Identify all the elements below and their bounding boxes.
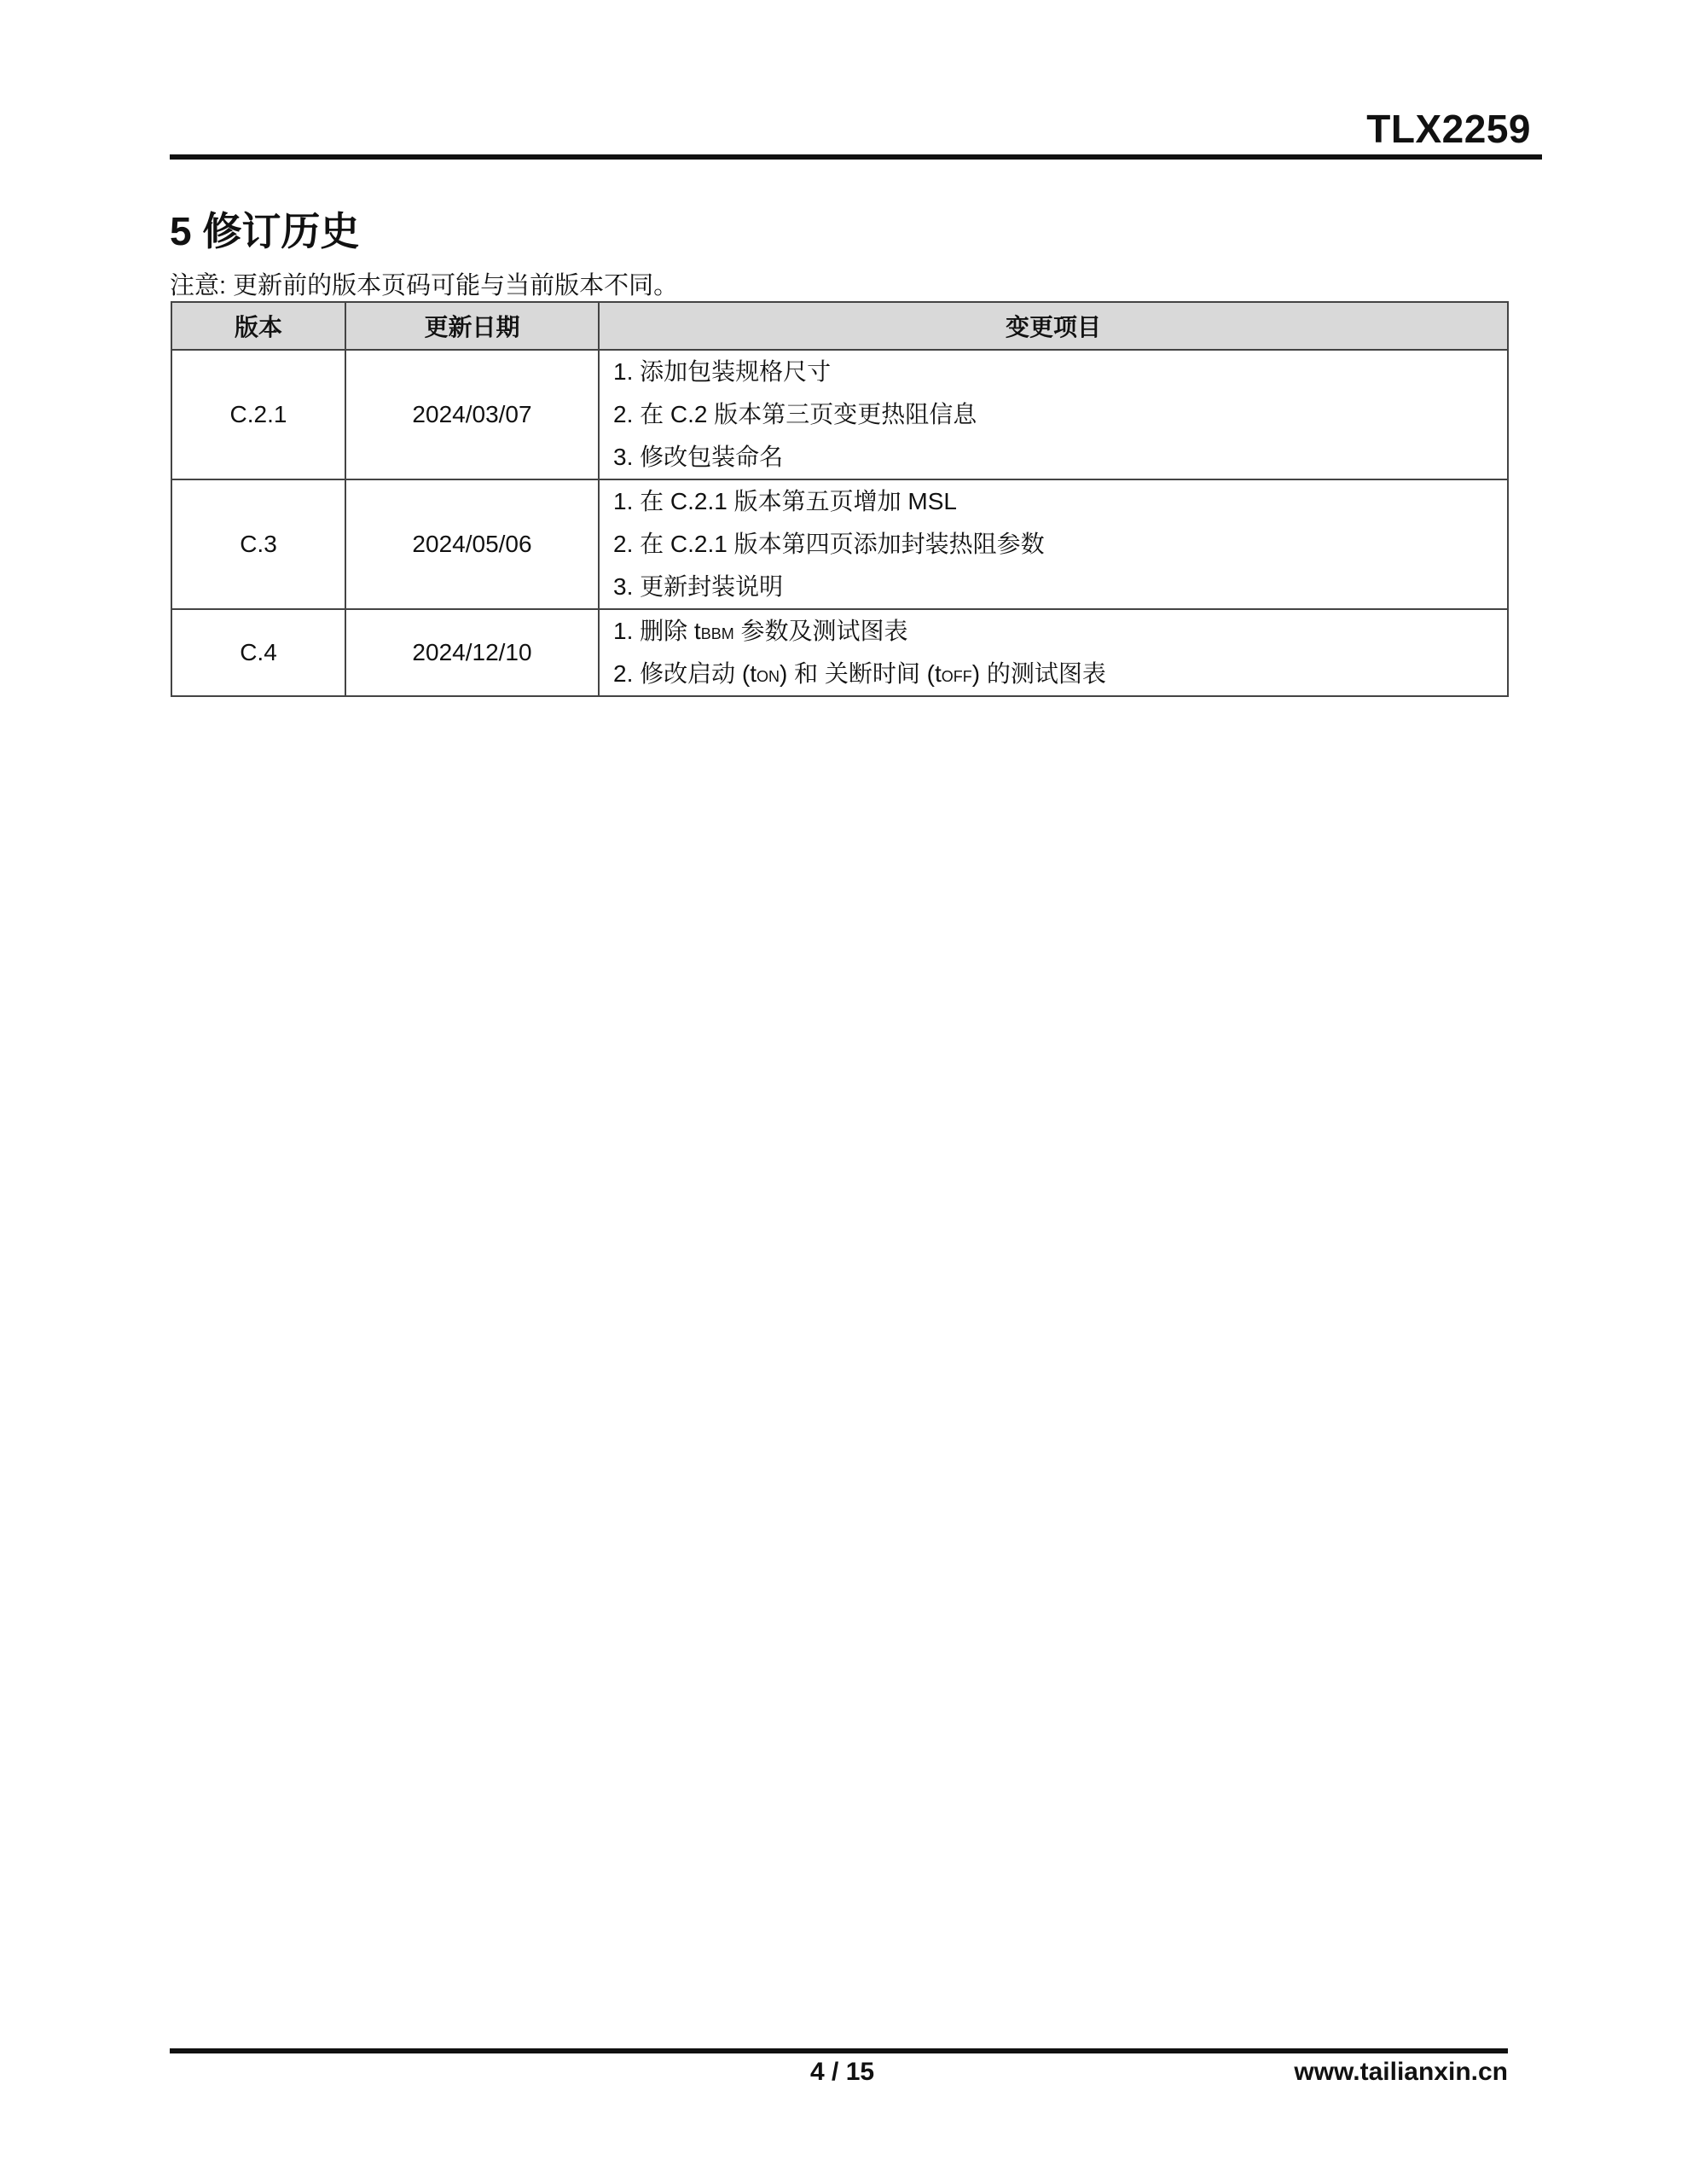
revision-note: 注意: 更新前的版本页码可能与当前版本不同。 [170,272,679,299]
changes-cell [599,350,1508,479]
document-id: TLX2259 [1366,107,1531,151]
changes-cell [599,479,1508,609]
version-cell: C.3 [171,479,345,609]
change-text: ) 和 关断时间 (t [780,660,942,687]
column-header-version: 版本 [171,302,345,350]
change-text: 1. 删除 t [613,618,701,644]
version-cell: C.4 [171,609,345,696]
column-header-date: 更新日期 [345,302,599,350]
subscript-text: ON [757,668,780,685]
change-text: ) 的测试图表 [971,660,1106,687]
change-item: 2. 在 C.2 版本第三页变更热阻信息 [613,401,977,427]
change-item: 1. 在 C.2.1 版本第五页增加 MSL [613,488,957,514]
date-cell: 2024/03/07 [345,350,599,479]
subscript-text: BBM [700,625,734,642]
date-cell: 2024/05/06 [345,479,599,609]
website-url: www.tailianxin.cn [1294,2058,1508,2086]
page-number: 4 / 15 [810,2058,875,2086]
change-text: 2. 修改启动 (t [613,660,757,687]
footer-rule [170,2048,1508,2053]
revision-history-table [171,301,1509,697]
changes-cell [599,609,1508,696]
change-item: 3. 更新封装说明 [613,573,784,600]
change-item: 1. 添加包装规格尺寸 [613,358,832,385]
change-item [613,653,1507,695]
change-text: 参数及测试图表 [733,618,908,644]
table-row [171,479,1508,609]
date-cell: 2024/12/10 [345,609,599,696]
header-rule [170,154,1542,160]
change-item: 2. 在 C.2.1 版本第四页添加封装热阻参数 [613,531,1045,557]
section-title: 5 修订历史 [170,209,360,253]
table-row [171,350,1508,479]
table-header-row [171,302,1508,350]
table-row [171,609,1508,696]
column-header-changes: 变更项目 [599,302,1508,350]
subscript-text: OFF [941,668,972,685]
version-cell: C.2.1 [171,350,345,479]
change-item: 3. 修改包装命名 [613,444,784,470]
change-item [613,610,1507,653]
